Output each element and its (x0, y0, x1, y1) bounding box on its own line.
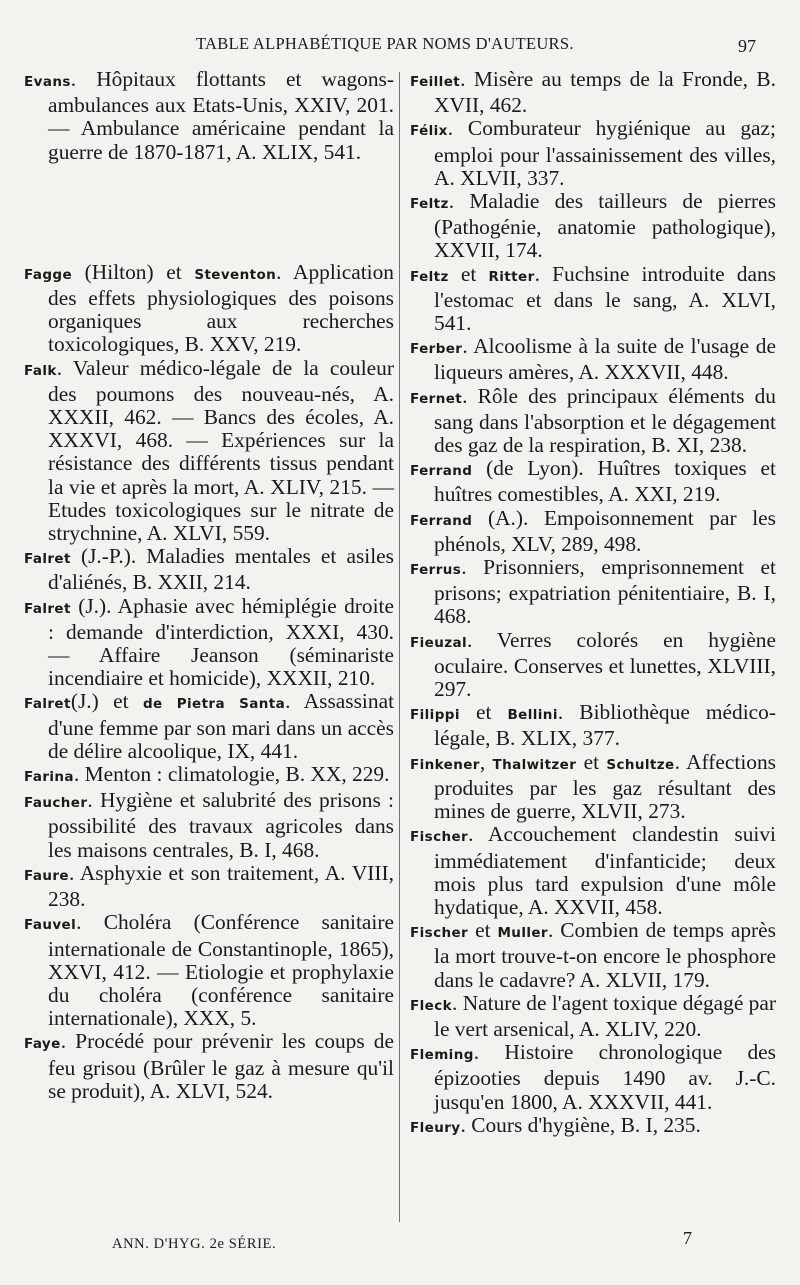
index-entry (24, 690, 394, 763)
entry-text: Affections produites par les gaz résultant des mines de guerre, XLVII, 273. (434, 749, 776, 824)
right-column (410, 68, 776, 1140)
author-separator: . (76, 910, 82, 935)
entry-text: Hôpitaux flottants et wagons-ambulances aux Etats-Unis, XXIV, 201. — Ambulance américaine pendant la guerre de 1870-1871, A. XLIX, 541. (48, 67, 394, 164)
author-name: Fischer (410, 925, 469, 942)
author-separator: . (467, 627, 473, 652)
index-entry (410, 1041, 776, 1114)
author-name: Feltz (410, 196, 449, 213)
index-entry (410, 335, 776, 384)
author-name: Feillet (410, 74, 461, 90)
index-entry (410, 457, 776, 506)
author-name: Faye (24, 1036, 61, 1053)
author-separator: et (576, 749, 607, 774)
author-name: Evans (24, 74, 71, 90)
index-entry (24, 1030, 394, 1103)
entry-text: Valeur médico-légale de la couleur des poumons des nouveau-nés, A. XXXII, 462. — Bancs des écoles, A. XXXVI, 468. — Expériences sur la résistance des différents tissus pendant la vie et après la mort, A. XLIV, 215. — Etudes toxicologiques sur le nitrate de strychnine, A. XLVI, 559. (48, 355, 394, 546)
entry-text: Application des effets physiologiques des poisons organiques aux recherches toxicologiques, B. XXV, 219. (48, 259, 394, 357)
index-entry (410, 507, 776, 556)
author-separator: et (448, 261, 489, 286)
author-separator: . (452, 990, 458, 1015)
author-separator: . (60, 1029, 67, 1054)
author-separator: . (448, 189, 455, 214)
entry-text: Assassinat d'une femme par son mari dans un accès de délire alcoolique, IX, 441. (48, 689, 395, 763)
author-name: Ritter (488, 268, 535, 285)
author-name: Schultze (606, 756, 675, 773)
author-separator: . (462, 334, 468, 359)
index-entry (24, 789, 394, 862)
author-name: Finkener (410, 756, 480, 773)
author-separator: . (557, 700, 564, 725)
index-entry (410, 385, 776, 458)
index-entry (24, 595, 394, 691)
entry-text: Alcoolisme à la suite de l'usage de liqueurs amères, A. XXXVII, 448. (434, 334, 776, 385)
entry-text: Verres colorés en hygiène oculaire. Conserves et lunettes, XLVIII, 297. (434, 627, 776, 702)
author-separator: . (73, 762, 80, 787)
entry-text: Menton : climatologie, B. XX, 229. (79, 762, 390, 787)
index-entry (410, 751, 776, 824)
author-separator: . (473, 1040, 480, 1065)
author-separator: et (459, 700, 508, 725)
page-number: 97 (738, 36, 756, 56)
author-separator: et (468, 918, 498, 943)
author-separator: . (276, 259, 282, 284)
entry-text: Choléra (Conférence sanitaire internationale de Constantinople, 1865), XXVI, 412. — Etiologie et prophylaxie du choléra (conférence sanitaire internationale), XXX, 5. (48, 910, 394, 1031)
entry-text: Accouchement clandestin suivi immédiatement d'infanticide; deux mois plus tard expulsion d'une môle hydatique, A. XXVII, 458. (434, 822, 776, 919)
author-name: Falret (24, 696, 71, 713)
entry-text: Maladie des tailleurs de pierres (Pathogénie, anatomie pathologique), XXVII, 174. (434, 189, 776, 263)
index-entry (24, 763, 394, 789)
author-separator: . (674, 749, 680, 774)
author-name: Faucher (24, 795, 88, 812)
author-separator: . (547, 918, 554, 943)
index-entry (410, 263, 776, 336)
index-entry (410, 992, 776, 1041)
author-name: Feltz (410, 268, 449, 285)
author-separator: (J.) et (70, 689, 143, 714)
index-entry (24, 261, 394, 357)
author-name: Muller (497, 925, 548, 942)
index-entry (410, 701, 776, 750)
index-entry (24, 545, 394, 594)
section-gap (24, 164, 394, 261)
entry-text: Combien de temps après la mort trouve-t-on encore le phosphore dans le cadavre? A. XLVII, 179. (434, 918, 776, 992)
author-separator: , (479, 749, 493, 774)
author-name: Fleming (410, 1047, 474, 1064)
index-entry (410, 919, 776, 992)
entry-text: Histoire chronologique des épizooties depuis 1490 av. J.-C. jusqu'en 1800, A. XXXVII, 441. (434, 1040, 776, 1114)
author-name: Fleury (410, 1119, 461, 1136)
author-separator: . (468, 822, 474, 847)
author-name: Falk (24, 362, 57, 379)
author-name: Ferber (410, 341, 463, 358)
entry-text: Empoisonnement par les phénols, XLV, 289, 498. (434, 505, 776, 556)
author-separator: (J.-P.). (70, 544, 137, 569)
author-separator: . (460, 67, 466, 91)
author-name: Falret (24, 600, 71, 617)
author-separator: (de Lyon). (472, 456, 584, 481)
index-entry (410, 1114, 776, 1140)
author-name: Bellini (507, 707, 558, 724)
entry-text: Maladies mentales et asiles d'aliénés, B. XXII, 214. (48, 544, 394, 595)
index-entry (410, 190, 776, 263)
entry-text: Rôle des principaux éléments du sang dans l'absorption et le dégagement des gaz de la respiration, B. XI, 238. (434, 383, 776, 458)
author-name: Félix (410, 123, 448, 140)
index-entry (24, 68, 394, 164)
author-separator: (Hilton) et (72, 259, 195, 284)
journal-footer: ANN. D'HYG. 2e SÉRIE. (112, 1236, 277, 1252)
author-name: Thalwitzer (492, 756, 577, 773)
entry-text: Aphasie avec hémiplégie droite : demande d'interdiction, XXXI, 430. — Affaire Jeanson (séminariste incendiaire et homicide), XXXII, 210. (48, 593, 394, 691)
author-separator: . (68, 860, 75, 885)
author-name: Farina (24, 769, 74, 786)
page-footer (0, 1228, 800, 1258)
author-name: Faure (24, 867, 69, 884)
author-name: Ferrand (410, 512, 473, 529)
author-separator: . (460, 1112, 466, 1137)
entry-text: Asphyxie et son traitement, A. VIII, 238. (48, 860, 394, 912)
entry-text: Procédé pour prévenir les coups de feu grisou (Brûler le gaz à mesure qu'il se produit), A. XLVI, 524. (48, 1029, 394, 1103)
author-name: Ferrand (410, 463, 473, 480)
author-name: Ferrus (410, 562, 462, 579)
index-entry (24, 357, 394, 546)
author-separator: (J.). (70, 593, 112, 618)
index-entry (410, 823, 776, 919)
signature-mark: 7 (683, 1228, 692, 1248)
entry-text: Huîtres toxiques et huîtres comestibles, A. XXI, 219. (434, 456, 776, 507)
entry-text: Bibliothèque médico-légale, B. XLIX, 377. (434, 700, 776, 751)
author-separator: . (462, 383, 468, 408)
entry-text: Misère au temps de la Fronde, B. XVII, 462. (434, 67, 776, 118)
author-name: Fernet (410, 390, 463, 407)
author-separator: . (87, 788, 93, 813)
author-name: Fieuzal (410, 634, 468, 651)
entry-text: Fuchsine introduite dans l'estomac et dans le sang, A. XLVI, 541. (434, 261, 776, 336)
column-divider (399, 72, 400, 1222)
author-name: de Pietra Santa (142, 696, 286, 713)
author-separator: (A.). (472, 505, 529, 530)
running-title: TABLE ALPHABÉTIQUE PAR NOMS D'AUTEURS. (196, 34, 574, 53)
author-separator: . (461, 555, 467, 580)
author-separator: . (70, 67, 77, 91)
entry-text: Comburateur hygiénique au gaz; emploi pour l'assainissement des villes, A. XLVII, 337. (434, 116, 776, 190)
author-separator: . (285, 689, 291, 714)
index-entry (24, 862, 394, 911)
page-header (0, 30, 800, 60)
left-column (24, 68, 394, 1103)
entry-text: Hygiène et salubrité des prisons : possibilité des travaux agricoles dans les maisons centrales, B. I, 468. (48, 788, 394, 862)
index-entry (410, 117, 776, 190)
entry-text: Cours d'hygiène, B. I, 235. (465, 1112, 701, 1137)
index-entry (24, 911, 394, 1030)
author-name: Fauvel (24, 917, 77, 934)
index-entry (410, 556, 776, 629)
author-separator: . (534, 261, 540, 286)
author-name: Fagge (24, 266, 73, 283)
author-name: Filippi (410, 707, 460, 724)
author-separator: . (447, 116, 454, 141)
author-name: Fischer (410, 829, 469, 846)
entry-text: Nature de l'agent toxique dégagé par le vert arsenical, A. XLIV, 220. (434, 990, 776, 1041)
index-entry (410, 629, 776, 702)
author-name: Steventon (194, 266, 277, 283)
author-separator: . (56, 355, 63, 380)
author-name: Falret (24, 551, 71, 568)
index-entry (410, 68, 776, 117)
entry-text: Prisonniers, emprisonnement et prisons; expatriation pénitentiaire, B. I, 468. (434, 555, 776, 629)
author-name: Fleck (410, 997, 452, 1014)
